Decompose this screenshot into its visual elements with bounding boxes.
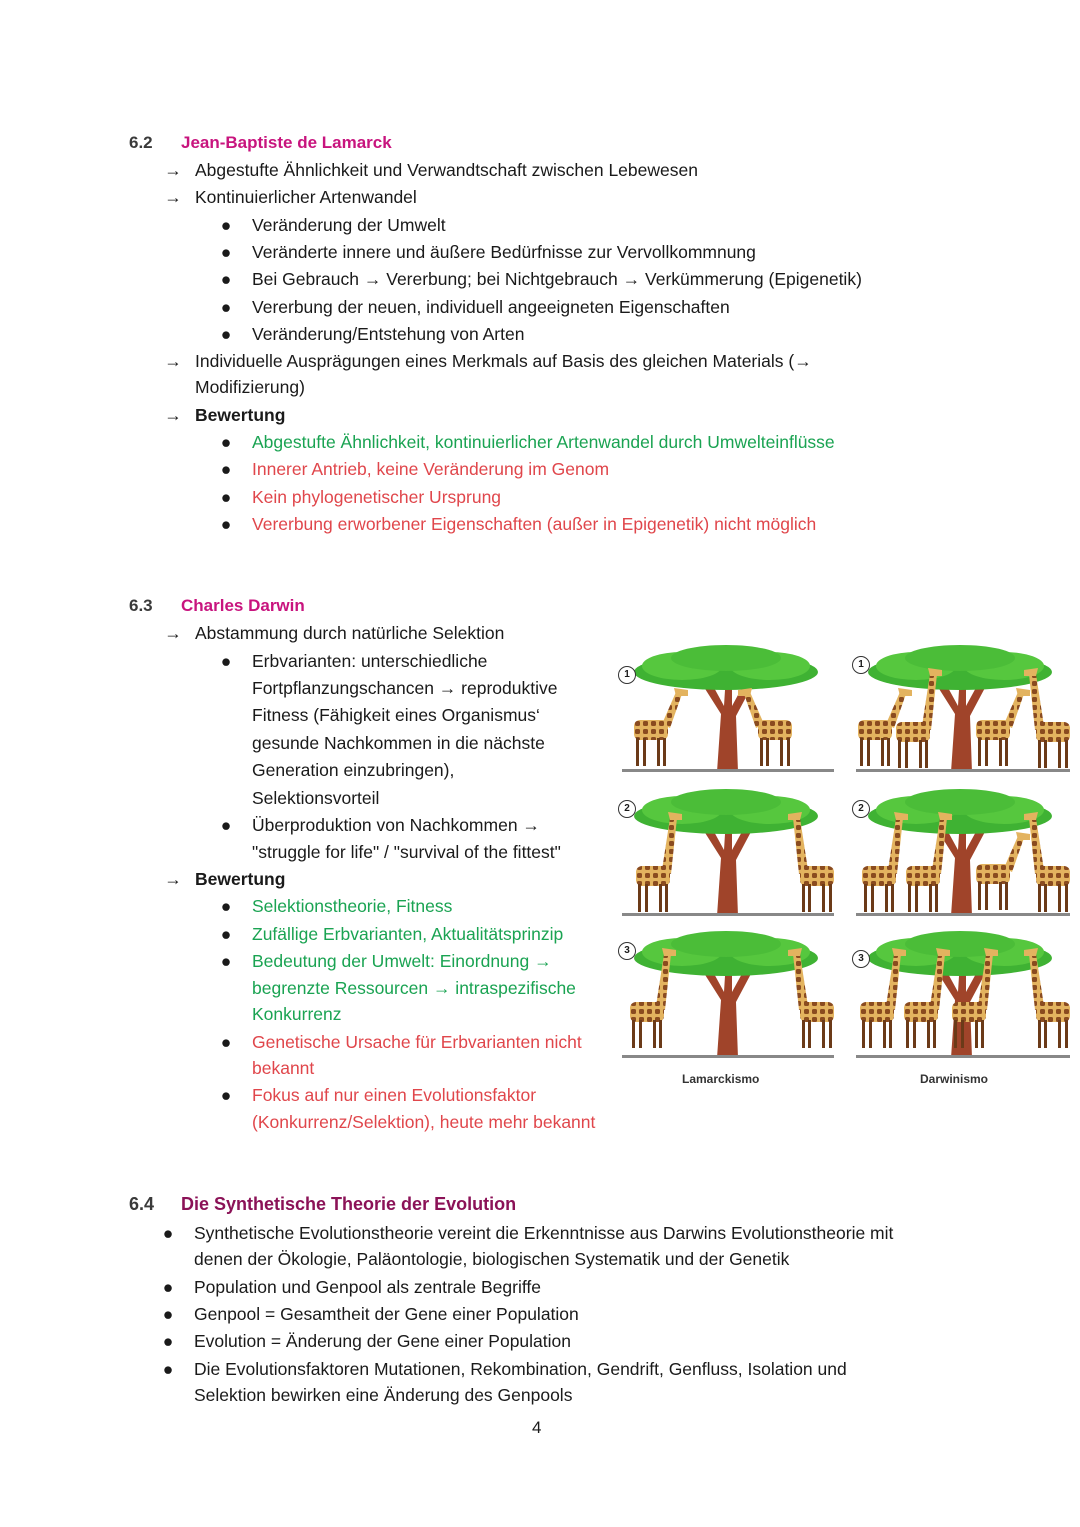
bullet-icon: ● <box>220 924 232 944</box>
bullet-icon: ● <box>162 1304 174 1324</box>
bullet-icon: ● <box>162 1277 174 1297</box>
giraffe-illustration <box>618 640 1076 1092</box>
section-number: 6.4 <box>129 1194 155 1214</box>
section-title: Die Synthetische Theorie der Evolution <box>181 1194 517 1214</box>
bullet-icon: ● <box>220 651 232 671</box>
arrow-icon: → <box>164 351 182 371</box>
giraffe-evolution-figure <box>618 640 1076 1092</box>
arrow-icon: → <box>164 869 182 889</box>
bullet-icon: ● <box>162 1359 174 1379</box>
bullet-icon: ● <box>220 951 232 971</box>
bullet-icon: ● <box>220 432 232 452</box>
bullet-icon: ● <box>220 815 232 835</box>
step-1-label: 1 <box>618 666 636 684</box>
section-number: 6.3 <box>129 596 153 615</box>
section-number: 6.2 <box>129 133 153 152</box>
bullet-icon: ● <box>220 896 232 916</box>
bullet-icon: ● <box>220 324 232 344</box>
document-page: 6.2 Jean-Baptiste de Lamarck → Abgestufte Ähnlichkeit und Verwandtschaft zwischen Lebewesen → Kontinuierlicher Artenwandel ● Veränderung der Umwelt ● Veränderte innere und äußere Bedürfnisse zur Vervollkommnung ● Bei Gebrauch → Vererbung; bei Nichtgebrauch → Verkümmerung (Epigenetik) ● Vererbung der neuen, individuell angeeigneten Eigenschaften ● Veränderung/Entstehung von Arten → Individuelle Ausprägungen eines Merkmals auf Basis des gleichen Materials (→ Modifizierung) → Bewertung ● Abgestufte Ähnlichkeit, kontinuierlicher Artenwandel durch Umwelteinflüsse ● Innerer Antrieb, keine Veränderung im Genom ● Kein phylogenetischer Ursprung ● Vererbung erworbener Eigenschaften (außer in Epigenetik) nicht möglich 6.3 Charles Darwin → Abstammung durch natürliche Selektion ● Erbvarianten: unterschiedliche Fortpflanzungschancen → reproduktive Fitness (Fähigkeit eines Organismus‘ gesunde Nachkommen in die nächste Generation einzubringen), Selektionsvorteil ● Überproduktion von Nachkommen → "struggle for life" / "survival of the fittest" → Bewertung ● Selektionstheorie, Fitness ● Zufällige Erbvarianten, Aktualitätsprinzip ● Bedeutung der Umwelt: Einordnung → begrenzte Ressourcen → intraspezifische Konkurrenz ● Genetische Ursache für Erbvarianten nicht bekannt ● Fokus auf nur einen Evolutionsfaktor (Konkurrenz/Selektion), heute mehr bekannt 1 2 3 1 2 3 Lamarckismo Darwinismo 6.4 Die Synthetische Theorie der Evolution ● Synthetische Evolutionstheorie vereint die Erkenntnisse aus Darwins Evolutionstheorie mit denen der Ökologie, Paläontologie, biologischen Systematik und der Genetik ● Population und Genpool als zentrale Begriffe ● Genpool = Gesamtheit der Gene einer Population ● Evolution = Änderung der Gene einer Population ● Die Evolutionsfaktoren Mutationen, Rekombination, Gendrift, Genfluss, Isolation und Selektion bewirken eine Änderung des Genpools 4 <box>0 0 1080 1527</box>
bullet-icon: ● <box>220 297 232 317</box>
caption-lamarckismo: Lamarckismo <box>682 1072 760 1086</box>
bullet-icon: ● <box>220 269 232 289</box>
bullet-icon: ● <box>220 1085 232 1105</box>
bullet-icon: ● <box>162 1331 174 1351</box>
bullet-icon: ● <box>220 1032 232 1052</box>
bullet-icon: ● <box>220 242 232 262</box>
step-2-label: 2 <box>852 800 870 818</box>
arrow-icon: → <box>164 623 182 643</box>
page-number: 4 <box>532 1418 542 1437</box>
bullet-icon: ● <box>220 487 232 507</box>
step-2-label: 2 <box>618 800 636 818</box>
arrow-icon: → <box>164 405 182 425</box>
bullet-icon: ● <box>220 514 232 534</box>
caption-darwinismo: Darwinismo <box>920 1072 989 1086</box>
section-title: Charles Darwin <box>181 596 305 615</box>
step-3-label: 3 <box>618 942 636 960</box>
arrow-icon: → <box>164 187 182 207</box>
bullet-icon: ● <box>220 459 232 479</box>
bullet-icon: ● <box>220 215 232 235</box>
step-1-label: 1 <box>852 656 870 674</box>
section-title: Jean-Baptiste de Lamarck <box>181 133 392 152</box>
bullet-icon: ● <box>162 1223 174 1243</box>
arrow-icon: → <box>164 160 182 180</box>
step-3-label: 3 <box>852 950 870 968</box>
